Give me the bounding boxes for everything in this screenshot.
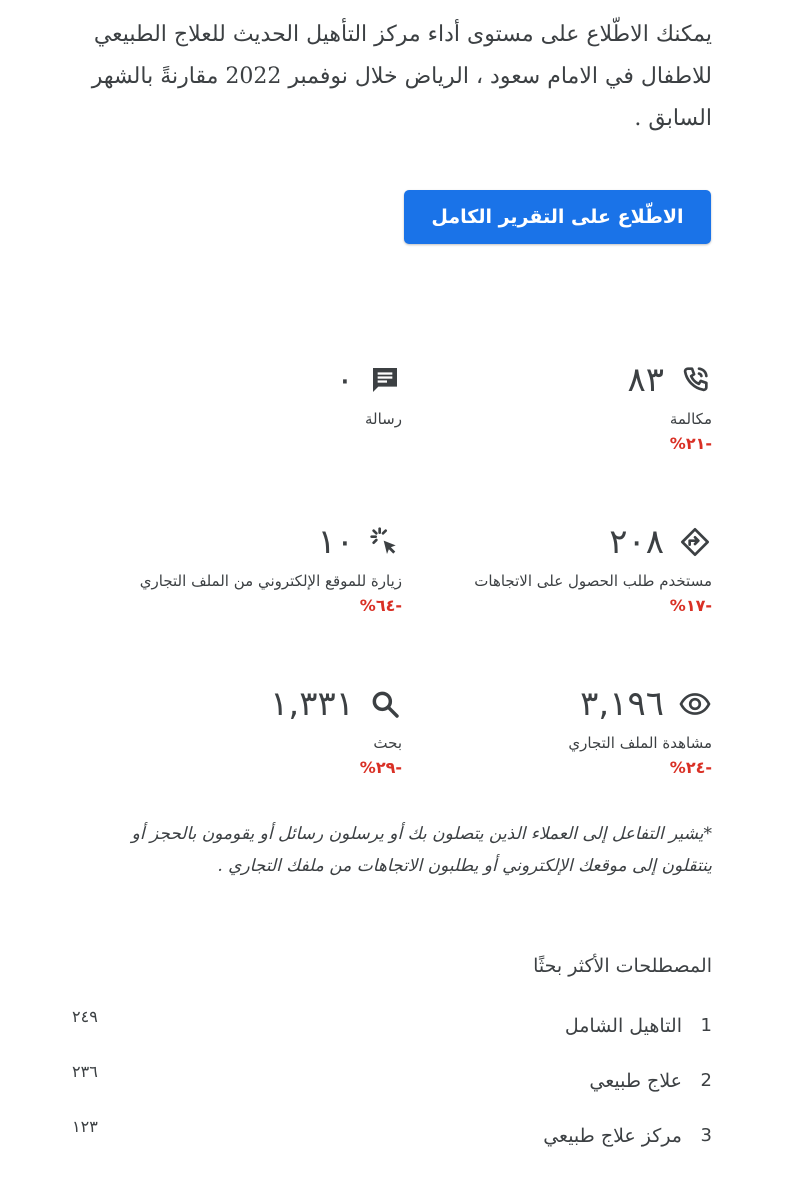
- term-name: علاج طبيعي: [589, 1070, 682, 1092]
- top-search-terms-title: المصطلحات الأكثر بحثًا: [533, 955, 712, 977]
- term-name: التاهيل الشامل: [564, 1015, 682, 1037]
- stat-website-label: زيارة للموقع الإلكتروني من الملف التجاري: [139, 572, 402, 590]
- stat-searches-change: -٢٩%: [359, 758, 402, 777]
- term-rank: 2: [700, 1070, 712, 1091]
- term-count: ١٢٣: [72, 1117, 98, 1136]
- list-item: [72, 1007, 712, 1055]
- stat-directions-label: مستخدم طلب الحصول على الاتجاهات: [474, 572, 712, 590]
- stat-messages-label: رسالة: [365, 410, 402, 428]
- stat-searches-value: ١,٣٣١: [270, 684, 354, 724]
- stat-views-change: -٢٤%: [669, 758, 712, 777]
- stat-website-value: ١٠: [317, 522, 354, 562]
- stat-directions-change: -١٧%: [669, 596, 712, 615]
- list-item: [72, 1062, 712, 1110]
- term-count: ٢٣٦: [72, 1062, 98, 1081]
- stat-calls-label: مكالمة: [669, 410, 712, 428]
- stat-messages: [42, 360, 402, 434]
- list-item: [72, 1117, 712, 1165]
- cursor-click-icon: [368, 525, 402, 559]
- stat-calls-value: ٨٣: [627, 360, 664, 400]
- term-name: مركز علاج طبيعي: [543, 1125, 682, 1147]
- view-full-report-button[interactable]: الاطّلاع على التقرير الكامل: [404, 190, 711, 244]
- stat-searches-label: بحث: [373, 734, 402, 752]
- stat-directions: [352, 522, 712, 615]
- engagement-footnote: *يشير التفاعل إلى العملاء الذين يتصلون بك أو يرسلون رسائل أو يقومون بالحجز أو ينتقلون إلى موقعك الإلكتروني أو يطلبون الاتجاهات من ملفك التجاري .: [131, 824, 712, 876]
- message-icon: [368, 363, 402, 397]
- search-icon: [368, 687, 402, 721]
- stat-directions-value: ٢٠٨: [609, 522, 664, 562]
- stat-views-value: ٣,١٩٦: [580, 684, 664, 724]
- stat-views: [352, 684, 712, 777]
- phone-icon: [678, 363, 712, 397]
- stat-calls-change: -٢١%: [669, 434, 712, 453]
- stat-views-label: مشاهدة الملف التجاري: [568, 734, 712, 752]
- term-count: ٢٤٩: [72, 1007, 98, 1026]
- term-rank: 1: [700, 1015, 712, 1036]
- stat-website: [42, 522, 402, 615]
- stat-website-change: -٦٤%: [359, 596, 402, 615]
- directions-icon: [678, 525, 712, 559]
- eye-icon: [678, 687, 712, 721]
- term-rank: 3: [700, 1125, 712, 1146]
- stat-calls: [352, 360, 712, 453]
- stat-searches: [42, 684, 402, 777]
- intro-text: يمكنك الاطّلاع على مستوى أداء مركز التأهيل الحديث للعلاج الطبيعي للاطفال في الامام سعود ، الرياض خلال نوفمبر 2022 مقارنةً بالشهر السابق .: [91, 22, 712, 131]
- stat-messages-value: ٠: [335, 360, 354, 400]
